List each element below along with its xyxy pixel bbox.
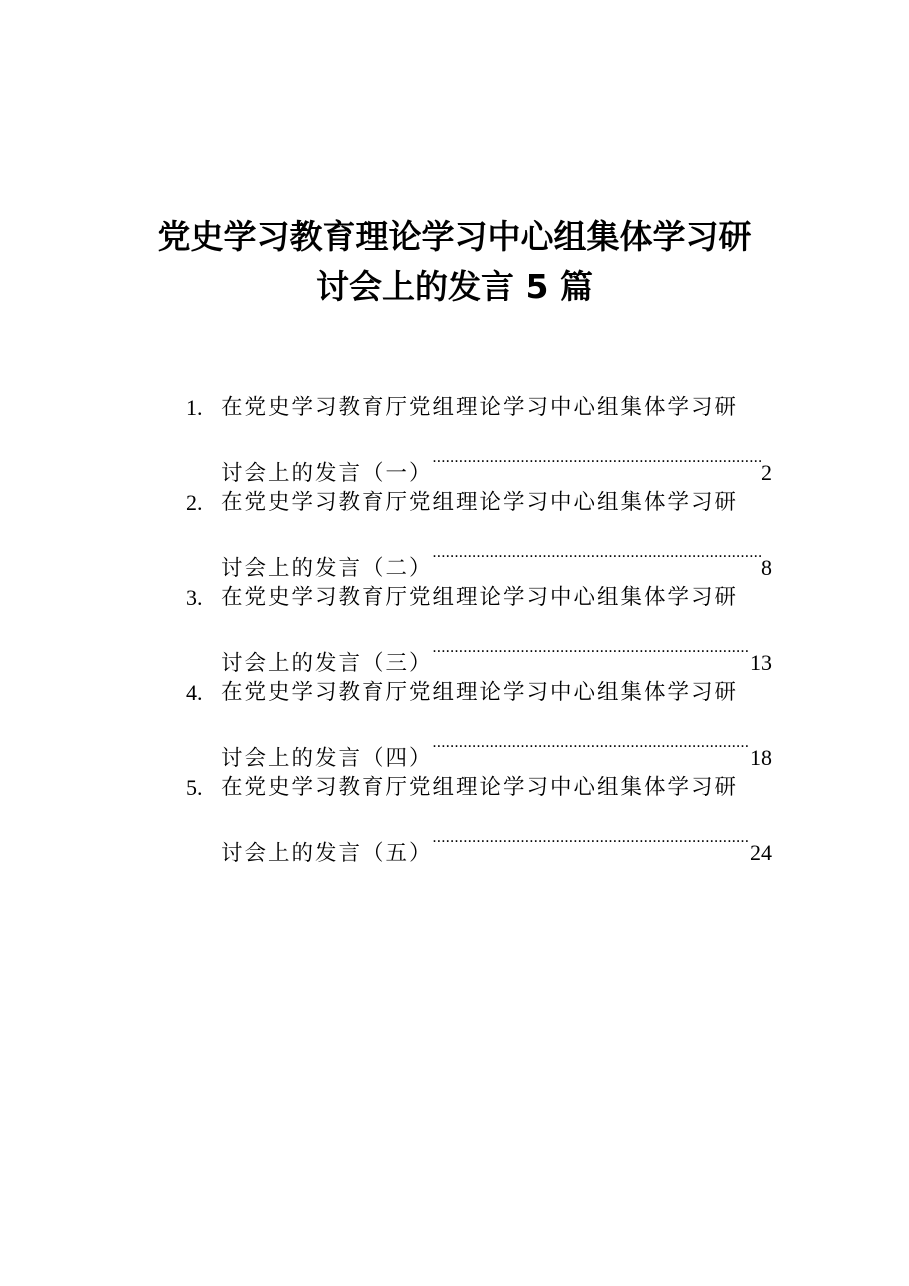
toc-entry-page-number: 24 (750, 840, 772, 865)
toc-entry[interactable] (186, 384, 772, 486)
toc-entry[interactable] (186, 764, 772, 866)
toc-entry-title-line-1: 在党史学习教育厅党组理论学习中心组集体学习研 (221, 490, 739, 515)
toc-entry-title-line-2-row (221, 622, 772, 676)
toc-entry-page-number: 18 (750, 745, 772, 770)
toc-entry-title-line-2: 讨会上的发言（一） (221, 461, 433, 486)
table-of-contents (186, 384, 772, 866)
toc-dot-leader (433, 527, 761, 575)
toc-entry-number: 5. (186, 775, 203, 800)
toc-dot-leader (433, 432, 761, 480)
toc-dot-leader (433, 622, 750, 670)
toc-entry-page-number: 13 (750, 650, 772, 675)
document-title (0, 212, 909, 312)
toc-entry-number: 4. (186, 680, 203, 705)
toc-entry-title-line-2: 讨会上的发言（五） (221, 841, 433, 866)
toc-entry-title-line-2-row (221, 812, 772, 866)
toc-dot-leader (433, 717, 750, 765)
toc-entry-title-line-1: 在党史学习教育厅党组理论学习中心组集体学习研 (221, 775, 739, 800)
toc-entry-page-number: 8 (761, 555, 772, 580)
toc-entry-title-line-2-row (221, 432, 772, 486)
toc-dot-leader (433, 812, 750, 860)
toc-entry-title-line-2-row (221, 527, 772, 581)
title-line-1: 党史学习教育理论学习中心组集体学习研 (157, 217, 752, 256)
toc-entry-title-line-1: 在党史学习教育厅党组理论学习中心组集体学习研 (221, 395, 739, 420)
toc-entry-page-number: 2 (761, 460, 772, 485)
toc-entry[interactable] (186, 574, 772, 676)
toc-entry-title-line-2: 讨会上的发言（二） (221, 556, 433, 581)
toc-entry-number: 2. (186, 490, 203, 515)
toc-entry-number: 3. (186, 585, 203, 610)
title-line-2: 讨会上的发言 5 篇 (316, 267, 593, 306)
toc-entry-title-line-1: 在党史学习教育厅党组理论学习中心组集体学习研 (221, 680, 739, 705)
toc-entry-title-line-2: 讨会上的发言（三） (221, 651, 433, 676)
toc-entry[interactable] (186, 479, 772, 581)
toc-entry-number: 1. (186, 395, 203, 420)
toc-entry-title-line-1: 在党史学习教育厅党组理论学习中心组集体学习研 (221, 585, 739, 610)
toc-entry-title-line-2: 讨会上的发言（四） (221, 746, 433, 771)
toc-entry[interactable] (186, 669, 772, 771)
toc-entry-title-line-2-row (221, 717, 772, 771)
